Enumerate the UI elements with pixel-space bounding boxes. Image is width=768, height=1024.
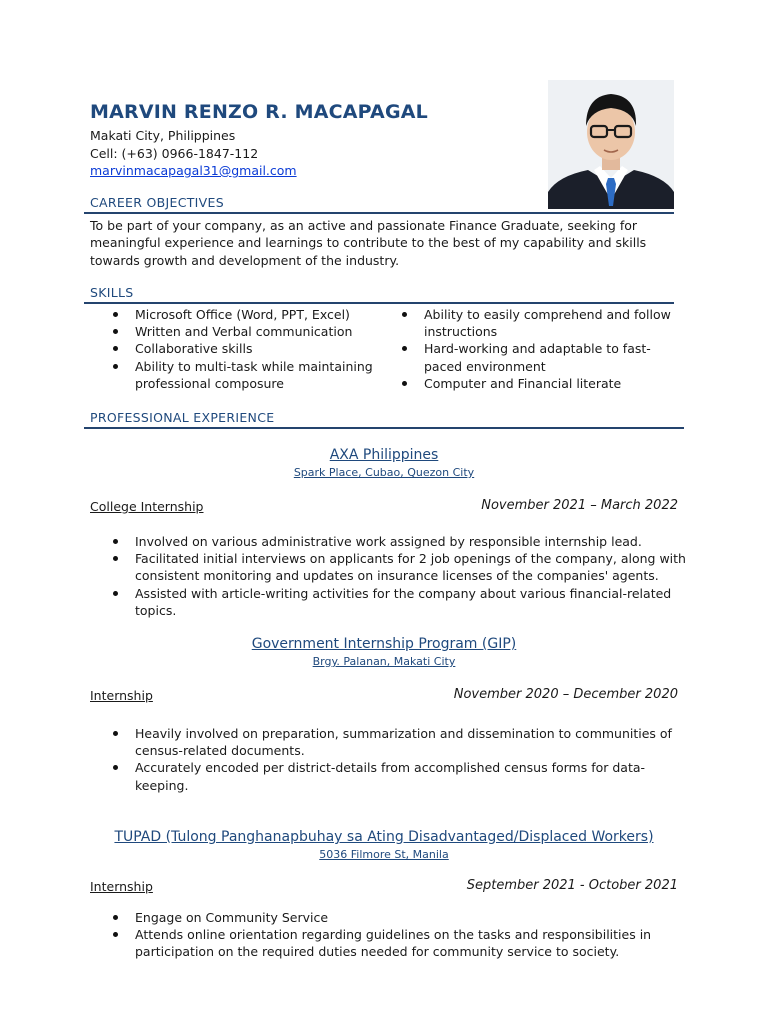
email-link[interactable]: marvinmacapagal31@gmail.com: [90, 163, 297, 178]
duty-item: Engage on Community Service: [89, 909, 689, 926]
skill-item: Microsoft Office (Word, PPT, Excel): [89, 306, 381, 323]
skill-item: Hard-working and adaptable to fast-paced environment: [378, 340, 674, 374]
skills-heading: SKILLS: [90, 285, 134, 300]
company-name: Government Internship Program (GIP): [251, 636, 517, 652]
experience-divider: [84, 427, 684, 429]
duty-item: Involved on various administrative work assigned by responsible internship lead.: [89, 533, 689, 550]
company-name: AXA Philippines: [329, 447, 439, 463]
skill-item: Collaborative skills: [89, 340, 381, 357]
job-dates: September 2021 - October 2021: [466, 878, 678, 893]
candidate-name: MARVIN RENZO R. MACAPAGAL: [90, 101, 428, 123]
skill-item: Written and Verbal communication: [89, 323, 381, 340]
job-role: Internship: [90, 879, 153, 894]
career-objectives-heading: CAREER OBJECTIVES: [90, 195, 224, 210]
job-duties: [89, 725, 689, 794]
contact-block: [90, 127, 297, 180]
duty-item: Accurately encoded per district-details from accomplished census forms for data-keeping.: [89, 759, 689, 793]
skill-item: Ability to easily comprehend and follow instructions: [378, 306, 674, 340]
experience-heading: PROFESSIONAL EXPERIENCE: [90, 410, 275, 425]
job-dates: November 2020 – December 2020: [453, 687, 678, 702]
cell-text: Cell: (+63) 0966-1847-112: [90, 145, 259, 161]
profile-photo: [548, 80, 674, 209]
skills-left-column: [89, 306, 381, 392]
skills-divider: [84, 302, 674, 304]
job-duties: [89, 909, 689, 961]
skill-item: Computer and Financial literate: [378, 375, 674, 392]
duty-item: Heavily involved on preparation, summarization and dissemination to communities of census-related documents.: [89, 725, 689, 759]
job-role: College Internship: [90, 499, 204, 514]
skills-right-column: [378, 306, 674, 392]
duty-item: Facilitated initial interviews on applicants for 2 job openings of the company, along with consistent monitoring and updates on insurance licenses of the companies' agents.: [89, 550, 689, 584]
company-name: TUPAD (Tulong Panghanapbuhay sa Ating Disadvantaged/Displaced Workers): [114, 829, 654, 845]
job-role: Internship: [90, 688, 153, 703]
company-location: Brgy. Palanan, Makati City: [312, 655, 456, 668]
duty-item: Assisted with article-writing activities for the company about various financial-related topics.: [89, 585, 689, 619]
career-divider: [84, 212, 674, 214]
job-duties: [89, 533, 689, 619]
job-dates: November 2021 – March 2022: [481, 498, 678, 513]
profile-photo-graphic: [548, 80, 674, 209]
company-location: Spark Place, Cubao, Quezon City: [293, 466, 475, 479]
career-objective-text: To be part of your company, as an active and passionate Finance Graduate, seeking for meaningful experience and learnings to contribute to the best of my capability and skills towards growth and development of the industry.: [90, 218, 647, 268]
location-text: Makati City, Philippines: [90, 128, 236, 143]
skill-item: Ability to multi-task while maintaining professional composure: [89, 358, 381, 392]
duty-item: Attends online orientation regarding guidelines on the tasks and responsibilities in participation on the required duties needed for community service to society.: [89, 926, 689, 960]
company-location: 5036 Filmore St, Manila: [319, 848, 449, 861]
